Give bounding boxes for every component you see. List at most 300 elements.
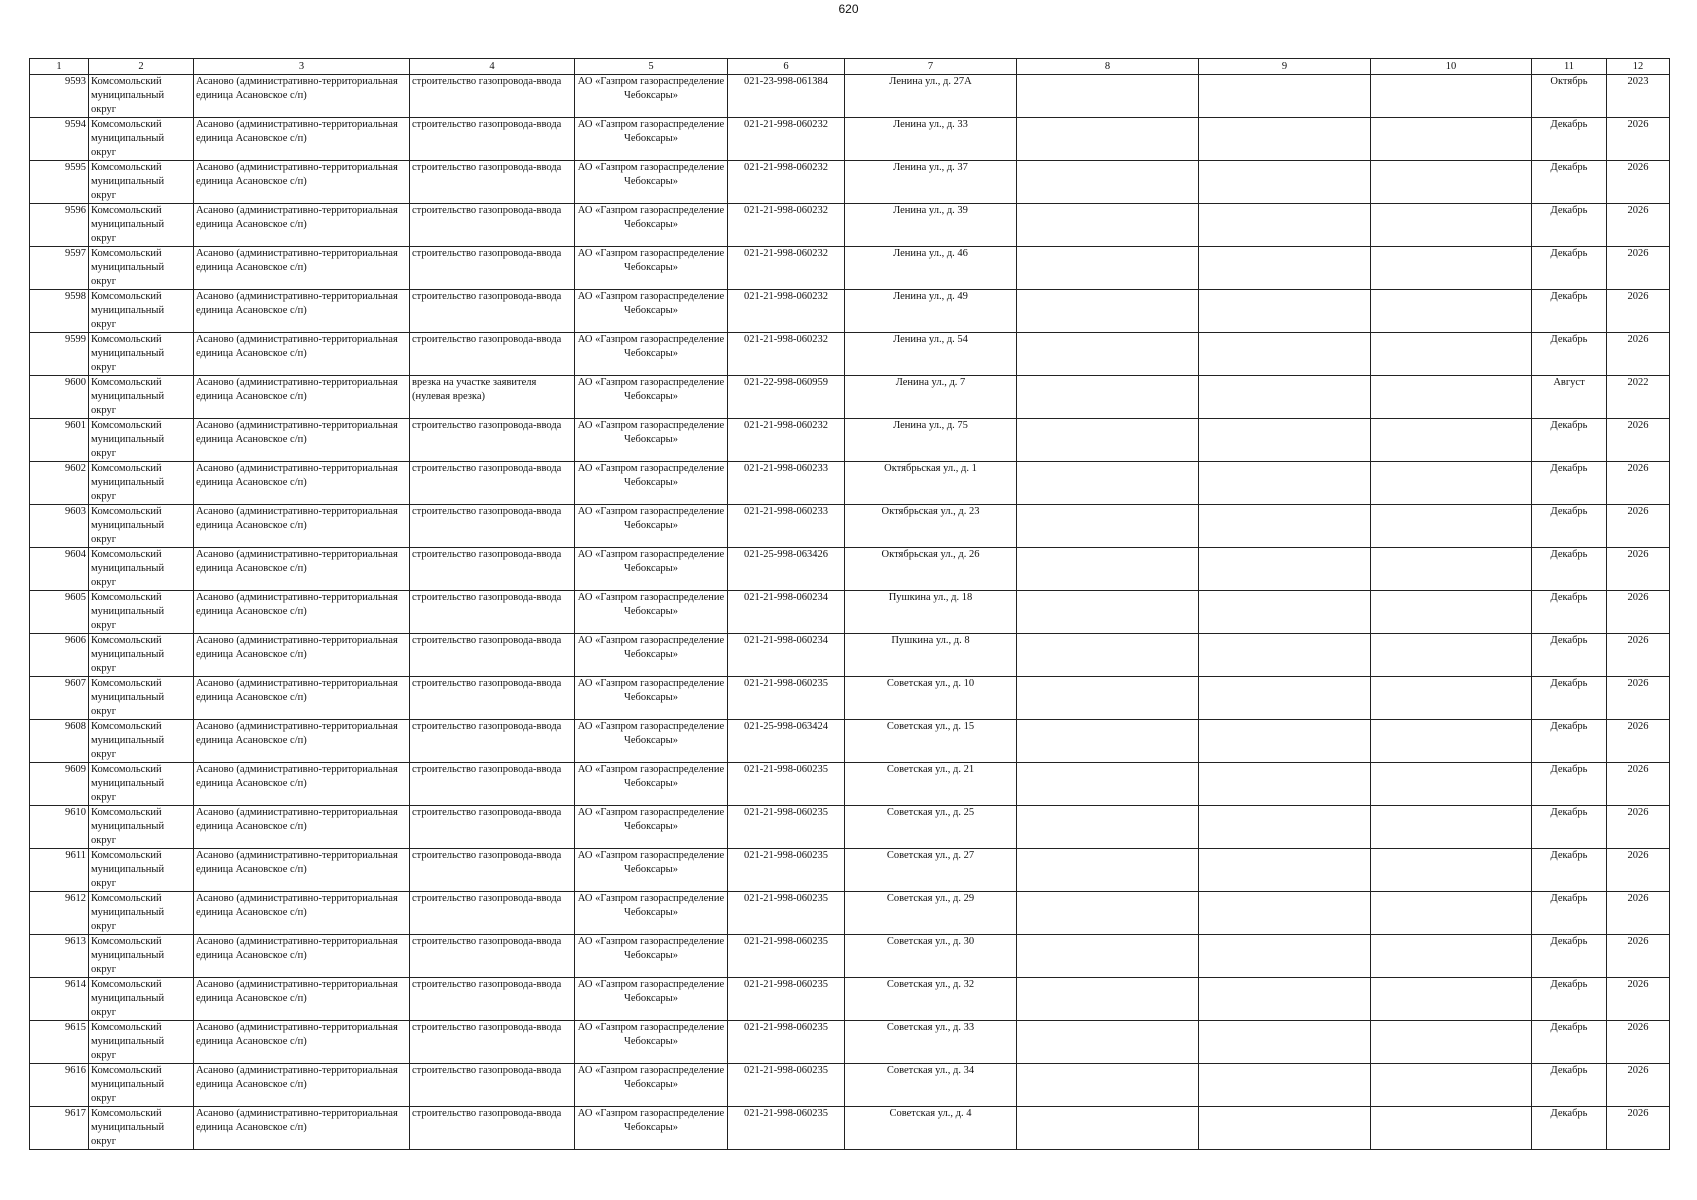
organization-cell: АО «Газпром газораспределение Чебоксары» xyxy=(575,333,728,376)
district-cell: Комсомольский муниципальный округ xyxy=(89,161,194,204)
column-10-cell xyxy=(1371,763,1532,806)
work-type-cell: строительство газопровода-ввода xyxy=(410,419,575,462)
column-10-cell xyxy=(1371,677,1532,720)
table-row xyxy=(30,548,1670,591)
column-9-cell xyxy=(1199,849,1371,892)
column-10-cell xyxy=(1371,806,1532,849)
code-cell: 021-25-998-063426 xyxy=(728,548,845,591)
row-number: 9597 xyxy=(30,247,89,290)
code-cell: 021-21-998-060232 xyxy=(728,247,845,290)
address-cell: Советская ул., д. 25 xyxy=(845,806,1017,849)
work-type-cell: строительство газопровода-ввода xyxy=(410,204,575,247)
table-row xyxy=(30,978,1670,1021)
code-cell: 021-21-998-060235 xyxy=(728,935,845,978)
organization-cell: АО «Газпром газораспределение Чебоксары» xyxy=(575,505,728,548)
row-number: 9599 xyxy=(30,333,89,376)
column-9-cell xyxy=(1199,247,1371,290)
column-8-cell xyxy=(1017,849,1199,892)
table-row xyxy=(30,376,1670,419)
work-type-cell: строительство газопровода-ввода xyxy=(410,1021,575,1064)
table-row xyxy=(30,763,1670,806)
settlement-cell: Асаново (административно-территориальная единица Асановское с/п) xyxy=(194,505,410,548)
organization-cell: АО «Газпром газораспределение Чебоксары» xyxy=(575,763,728,806)
year-cell: 2026 xyxy=(1607,462,1670,505)
district-cell: Комсомольский муниципальный округ xyxy=(89,634,194,677)
row-number: 9603 xyxy=(30,505,89,548)
month-cell: Декабрь xyxy=(1532,462,1607,505)
table-row xyxy=(30,720,1670,763)
work-type-cell: строительство газопровода-ввода xyxy=(410,591,575,634)
column-8-cell xyxy=(1017,505,1199,548)
organization-cell: АО «Газпром газораспределение Чебоксары» xyxy=(575,247,728,290)
address-cell: Советская ул., д. 27 xyxy=(845,849,1017,892)
address-cell: Ленина ул., д. 46 xyxy=(845,247,1017,290)
settlement-cell: Асаново (административно-территориальная единица Асановское с/п) xyxy=(194,806,410,849)
table-row xyxy=(30,1107,1670,1150)
month-cell: Декабрь xyxy=(1532,806,1607,849)
district-cell: Комсомольский муниципальный округ xyxy=(89,118,194,161)
row-number: 9606 xyxy=(30,634,89,677)
address-cell: Октябрьская ул., д. 1 xyxy=(845,462,1017,505)
settlement-cell: Асаново (административно-территориальная единица Асановское с/п) xyxy=(194,75,410,118)
code-cell: 021-21-998-060235 xyxy=(728,806,845,849)
settlement-cell: Асаново (административно-территориальная единица Асановское с/п) xyxy=(194,1021,410,1064)
work-type-cell: строительство газопровода-ввода xyxy=(410,806,575,849)
settlement-cell: Асаново (административно-территориальная единица Асановское с/п) xyxy=(194,677,410,720)
row-number: 9598 xyxy=(30,290,89,333)
address-cell: Ленина ул., д. 37 xyxy=(845,161,1017,204)
row-number: 9611 xyxy=(30,849,89,892)
work-type-cell: строительство газопровода-ввода xyxy=(410,677,575,720)
row-number: 9605 xyxy=(30,591,89,634)
address-cell: Советская ул., д. 32 xyxy=(845,978,1017,1021)
work-type-cell: строительство газопровода-ввода xyxy=(410,290,575,333)
work-type-cell: строительство газопровода-ввода xyxy=(410,1064,575,1107)
settlement-cell: Асаново (административно-территориальная единица Асановское с/п) xyxy=(194,634,410,677)
column-8-cell xyxy=(1017,376,1199,419)
district-cell: Комсомольский муниципальный округ xyxy=(89,333,194,376)
month-cell: Декабрь xyxy=(1532,333,1607,376)
table-row xyxy=(30,419,1670,462)
column-8-cell xyxy=(1017,1064,1199,1107)
organization-cell: АО «Газпром газораспределение Чебоксары» xyxy=(575,677,728,720)
column-10-cell xyxy=(1371,1064,1532,1107)
settlement-cell: Асаново (административно-территориальная единица Асановское с/п) xyxy=(194,204,410,247)
column-10-cell xyxy=(1371,548,1532,591)
district-cell: Комсомольский муниципальный округ xyxy=(89,806,194,849)
code-cell: 021-22-998-060959 xyxy=(728,376,845,419)
column-header: 10 xyxy=(1371,59,1532,75)
column-8-cell xyxy=(1017,462,1199,505)
district-cell: Комсомольский муниципальный округ xyxy=(89,419,194,462)
year-cell: 2026 xyxy=(1607,1021,1670,1064)
month-cell: Декабрь xyxy=(1532,677,1607,720)
settlement-cell: Асаново (административно-территориальная единица Асановское с/п) xyxy=(194,1107,410,1150)
settlement-cell: Асаново (административно-территориальная единица Асановское с/п) xyxy=(194,462,410,505)
work-type-cell: строительство газопровода-ввода xyxy=(410,333,575,376)
column-8-cell xyxy=(1017,118,1199,161)
settlement-cell: Асаново (административно-территориальная единица Асановское с/п) xyxy=(194,720,410,763)
column-8-cell xyxy=(1017,333,1199,376)
column-header: 6 xyxy=(728,59,845,75)
column-10-cell xyxy=(1371,849,1532,892)
column-8-cell xyxy=(1017,1107,1199,1150)
row-number: 9593 xyxy=(30,75,89,118)
row-number: 9612 xyxy=(30,892,89,935)
column-10-cell xyxy=(1371,161,1532,204)
table-row xyxy=(30,849,1670,892)
column-9-cell xyxy=(1199,462,1371,505)
column-10-cell xyxy=(1371,118,1532,161)
code-cell: 021-21-998-060235 xyxy=(728,1107,845,1150)
column-9-cell xyxy=(1199,806,1371,849)
column-10-cell xyxy=(1371,462,1532,505)
address-cell: Советская ул., д. 21 xyxy=(845,763,1017,806)
column-10-cell xyxy=(1371,1107,1532,1150)
district-cell: Комсомольский муниципальный округ xyxy=(89,204,194,247)
year-cell: 2026 xyxy=(1607,591,1670,634)
column-8-cell xyxy=(1017,978,1199,1021)
district-cell: Комсомольский муниципальный округ xyxy=(89,462,194,505)
column-10-cell xyxy=(1371,720,1532,763)
column-9-cell xyxy=(1199,161,1371,204)
organization-cell: АО «Газпром газораспределение Чебоксары» xyxy=(575,634,728,677)
year-cell: 2026 xyxy=(1607,548,1670,591)
row-number: 9615 xyxy=(30,1021,89,1064)
code-cell: 021-21-998-060232 xyxy=(728,333,845,376)
column-9-cell xyxy=(1199,376,1371,419)
organization-cell: АО «Газпром газораспределение Чебоксары» xyxy=(575,204,728,247)
table-row xyxy=(30,935,1670,978)
district-cell: Комсомольский муниципальный округ xyxy=(89,591,194,634)
column-8-cell xyxy=(1017,419,1199,462)
code-cell: 021-21-998-060235 xyxy=(728,677,845,720)
column-8-cell xyxy=(1017,161,1199,204)
month-cell: Декабрь xyxy=(1532,763,1607,806)
column-10-cell xyxy=(1371,290,1532,333)
column-8-cell xyxy=(1017,720,1199,763)
month-cell: Декабрь xyxy=(1532,849,1607,892)
year-cell: 2026 xyxy=(1607,720,1670,763)
district-cell: Комсомольский муниципальный округ xyxy=(89,75,194,118)
column-header: 8 xyxy=(1017,59,1199,75)
table-row xyxy=(30,290,1670,333)
work-type-cell: строительство газопровода-ввода xyxy=(410,548,575,591)
year-cell: 2026 xyxy=(1607,290,1670,333)
column-8-cell xyxy=(1017,290,1199,333)
district-cell: Комсомольский муниципальный округ xyxy=(89,978,194,1021)
column-9-cell xyxy=(1199,333,1371,376)
column-10-cell xyxy=(1371,591,1532,634)
column-10-cell xyxy=(1371,1021,1532,1064)
table-row xyxy=(30,806,1670,849)
column-header: 3 xyxy=(194,59,410,75)
table-row xyxy=(30,1064,1670,1107)
address-cell: Пушкина ул., д. 18 xyxy=(845,591,1017,634)
code-cell: 021-23-998-061384 xyxy=(728,75,845,118)
column-9-cell xyxy=(1199,75,1371,118)
address-cell: Советская ул., д. 30 xyxy=(845,935,1017,978)
table-row xyxy=(30,677,1670,720)
settlement-cell: Асаново (административно-территориальная единица Асановское с/п) xyxy=(194,763,410,806)
year-cell: 2026 xyxy=(1607,677,1670,720)
code-cell: 021-21-998-060232 xyxy=(728,290,845,333)
organization-cell: АО «Газпром газораспределение Чебоксары» xyxy=(575,548,728,591)
work-type-cell: строительство газопровода-ввода xyxy=(410,978,575,1021)
year-cell: 2026 xyxy=(1607,978,1670,1021)
code-cell: 021-21-998-060235 xyxy=(728,978,845,1021)
district-cell: Комсомольский муниципальный округ xyxy=(89,720,194,763)
row-number: 9610 xyxy=(30,806,89,849)
column-9-cell xyxy=(1199,204,1371,247)
column-8-cell xyxy=(1017,75,1199,118)
district-cell: Комсомольский муниципальный округ xyxy=(89,505,194,548)
address-cell: Советская ул., д. 15 xyxy=(845,720,1017,763)
column-10-cell xyxy=(1371,376,1532,419)
column-9-cell xyxy=(1199,591,1371,634)
column-header: 4 xyxy=(410,59,575,75)
year-cell: 2026 xyxy=(1607,505,1670,548)
column-8-cell xyxy=(1017,247,1199,290)
settlement-cell: Асаново (административно-территориальная единица Асановское с/п) xyxy=(194,849,410,892)
column-10-cell xyxy=(1371,204,1532,247)
column-header: 9 xyxy=(1199,59,1371,75)
column-10-cell xyxy=(1371,892,1532,935)
column-8-cell xyxy=(1017,935,1199,978)
organization-cell: АО «Газпром газораспределение Чебоксары» xyxy=(575,806,728,849)
district-cell: Комсомольский муниципальный округ xyxy=(89,1064,194,1107)
row-number: 9607 xyxy=(30,677,89,720)
address-cell: Советская ул., д. 29 xyxy=(845,892,1017,935)
year-cell: 2026 xyxy=(1607,419,1670,462)
work-type-cell: строительство газопровода-ввода xyxy=(410,505,575,548)
settlement-cell: Асаново (административно-территориальная единица Асановское с/п) xyxy=(194,247,410,290)
column-header: 11 xyxy=(1532,59,1607,75)
year-cell: 2026 xyxy=(1607,806,1670,849)
column-number-row xyxy=(30,59,1670,75)
organization-cell: АО «Газпром газораспределение Чебоксары» xyxy=(575,1064,728,1107)
organization-cell: АО «Газпром газораспределение Чебоксары» xyxy=(575,892,728,935)
table-row xyxy=(30,892,1670,935)
table-row xyxy=(30,462,1670,505)
year-cell: 2026 xyxy=(1607,204,1670,247)
work-type-cell: строительство газопровода-ввода xyxy=(410,247,575,290)
column-8-cell xyxy=(1017,204,1199,247)
page-number: 620 xyxy=(838,2,859,16)
address-cell: Советская ул., д. 10 xyxy=(845,677,1017,720)
row-number: 9595 xyxy=(30,161,89,204)
table-row xyxy=(30,634,1670,677)
row-number: 9602 xyxy=(30,462,89,505)
district-cell: Комсомольский муниципальный округ xyxy=(89,376,194,419)
month-cell: Декабрь xyxy=(1532,161,1607,204)
address-cell: Ленина ул., д. 49 xyxy=(845,290,1017,333)
row-number: 9617 xyxy=(30,1107,89,1150)
column-header: 7 xyxy=(845,59,1017,75)
settlement-cell: Асаново (административно-территориальная единица Асановское с/п) xyxy=(194,333,410,376)
address-cell: Ленина ул., д. 7 xyxy=(845,376,1017,419)
settlement-cell: Асаново (административно-территориальная единица Асановское с/п) xyxy=(194,161,410,204)
year-cell: 2026 xyxy=(1607,1107,1670,1150)
work-type-cell: строительство газопровода-ввода xyxy=(410,75,575,118)
column-8-cell xyxy=(1017,591,1199,634)
address-cell: Октябрьская ул., д. 26 xyxy=(845,548,1017,591)
column-9-cell xyxy=(1199,892,1371,935)
code-cell: 021-21-998-060233 xyxy=(728,505,845,548)
settlement-cell: Асаново (административно-территориальная единица Асановское с/п) xyxy=(194,290,410,333)
table-row xyxy=(30,1021,1670,1064)
work-type-cell: строительство газопровода-ввода xyxy=(410,935,575,978)
table-row xyxy=(30,204,1670,247)
month-cell: Декабрь xyxy=(1532,290,1607,333)
code-cell: 021-21-998-060235 xyxy=(728,892,845,935)
settlement-cell: Асаново (административно-территориальная единица Асановское с/п) xyxy=(194,591,410,634)
year-cell: 2026 xyxy=(1607,849,1670,892)
organization-cell: АО «Газпром газораспределение Чебоксары» xyxy=(575,935,728,978)
month-cell: Декабрь xyxy=(1532,892,1607,935)
column-header: 2 xyxy=(89,59,194,75)
row-number: 9594 xyxy=(30,118,89,161)
row-number: 9596 xyxy=(30,204,89,247)
organization-cell: АО «Газпром газораспределение Чебоксары» xyxy=(575,419,728,462)
year-cell: 2026 xyxy=(1607,161,1670,204)
month-cell: Декабрь xyxy=(1532,548,1607,591)
district-cell: Комсомольский муниципальный округ xyxy=(89,892,194,935)
column-9-cell xyxy=(1199,935,1371,978)
organization-cell: АО «Газпром газораспределение Чебоксары» xyxy=(575,290,728,333)
work-type-cell: строительство газопровода-ввода xyxy=(410,118,575,161)
district-cell: Комсомольский муниципальный округ xyxy=(89,548,194,591)
column-9-cell xyxy=(1199,1064,1371,1107)
work-type-cell: строительство газопровода-ввода xyxy=(410,161,575,204)
column-8-cell xyxy=(1017,1021,1199,1064)
row-number: 9613 xyxy=(30,935,89,978)
work-type-cell: строительство газопровода-ввода xyxy=(410,1107,575,1150)
column-10-cell xyxy=(1371,978,1532,1021)
district-cell: Комсомольский муниципальный округ xyxy=(89,1107,194,1150)
column-8-cell xyxy=(1017,677,1199,720)
settlement-cell: Асаново (административно-территориальная единица Асановское с/п) xyxy=(194,1064,410,1107)
organization-cell: АО «Газпром газораспределение Чебоксары» xyxy=(575,75,728,118)
address-cell: Ленина ул., д. 54 xyxy=(845,333,1017,376)
code-cell: 021-21-998-060234 xyxy=(728,634,845,677)
column-8-cell xyxy=(1017,548,1199,591)
organization-cell: АО «Газпром газораспределение Чебоксары» xyxy=(575,591,728,634)
month-cell: Декабрь xyxy=(1532,591,1607,634)
column-8-cell xyxy=(1017,806,1199,849)
table-row xyxy=(30,161,1670,204)
code-cell: 021-21-998-060232 xyxy=(728,161,845,204)
column-9-cell xyxy=(1199,720,1371,763)
code-cell: 021-25-998-063424 xyxy=(728,720,845,763)
column-8-cell xyxy=(1017,634,1199,677)
column-9-cell xyxy=(1199,1021,1371,1064)
row-number: 9608 xyxy=(30,720,89,763)
settlement-cell: Асаново (административно-территориальная единица Асановское с/п) xyxy=(194,419,410,462)
year-cell: 2026 xyxy=(1607,118,1670,161)
address-cell: Советская ул., д. 4 xyxy=(845,1107,1017,1150)
month-cell: Октябрь xyxy=(1532,75,1607,118)
month-cell: Декабрь xyxy=(1532,505,1607,548)
code-cell: 021-21-998-060232 xyxy=(728,118,845,161)
month-cell: Декабрь xyxy=(1532,247,1607,290)
code-cell: 021-21-998-060235 xyxy=(728,1064,845,1107)
table-row xyxy=(30,505,1670,548)
work-type-cell: врезка на участке заявителя (нулевая врезка) xyxy=(410,376,575,419)
organization-cell: АО «Газпром газораспределение Чебоксары» xyxy=(575,376,728,419)
code-cell: 021-21-998-060233 xyxy=(728,462,845,505)
row-number: 9601 xyxy=(30,419,89,462)
column-9-cell xyxy=(1199,763,1371,806)
column-9-cell xyxy=(1199,634,1371,677)
column-9-cell xyxy=(1199,677,1371,720)
row-number: 9614 xyxy=(30,978,89,1021)
column-9-cell xyxy=(1199,505,1371,548)
district-cell: Комсомольский муниципальный округ xyxy=(89,849,194,892)
address-cell: Ленина ул., д. 27А xyxy=(845,75,1017,118)
column-9-cell xyxy=(1199,978,1371,1021)
district-cell: Комсомольский муниципальный округ xyxy=(89,247,194,290)
column-9-cell xyxy=(1199,548,1371,591)
column-10-cell xyxy=(1371,935,1532,978)
month-cell: Декабрь xyxy=(1532,118,1607,161)
organization-cell: АО «Газпром газораспределение Чебоксары» xyxy=(575,462,728,505)
organization-cell: АО «Газпром газораспределение Чебоксары» xyxy=(575,849,728,892)
work-type-cell: строительство газопровода-ввода xyxy=(410,634,575,677)
column-9-cell xyxy=(1199,419,1371,462)
month-cell: Декабрь xyxy=(1532,1064,1607,1107)
year-cell: 2026 xyxy=(1607,247,1670,290)
year-cell: 2026 xyxy=(1607,935,1670,978)
column-10-cell xyxy=(1371,419,1532,462)
code-cell: 021-21-998-060235 xyxy=(728,1021,845,1064)
year-cell: 2026 xyxy=(1607,634,1670,677)
column-10-cell xyxy=(1371,247,1532,290)
row-number: 9604 xyxy=(30,548,89,591)
column-header: 5 xyxy=(575,59,728,75)
address-cell: Советская ул., д. 33 xyxy=(845,1021,1017,1064)
column-10-cell xyxy=(1371,75,1532,118)
organization-cell: АО «Газпром газораспределение Чебоксары» xyxy=(575,161,728,204)
column-10-cell xyxy=(1371,333,1532,376)
organization-cell: АО «Газпром газораспределение Чебоксары» xyxy=(575,978,728,1021)
settlement-cell: Асаново (административно-территориальная единица Асановское с/п) xyxy=(194,548,410,591)
month-cell: Декабрь xyxy=(1532,419,1607,462)
settlement-cell: Асаново (административно-территориальная единица Асановское с/п) xyxy=(194,892,410,935)
settlement-cell: Асаново (административно-территориальная единица Асановское с/п) xyxy=(194,935,410,978)
year-cell: 2023 xyxy=(1607,75,1670,118)
organization-cell: АО «Газпром газораспределение Чебоксары» xyxy=(575,1021,728,1064)
column-9-cell xyxy=(1199,290,1371,333)
table-body xyxy=(30,75,1670,1150)
code-cell: 021-21-998-060234 xyxy=(728,591,845,634)
month-cell: Декабрь xyxy=(1532,978,1607,1021)
code-cell: 021-21-998-060235 xyxy=(728,763,845,806)
row-number: 9600 xyxy=(30,376,89,419)
code-cell: 021-21-998-060235 xyxy=(728,849,845,892)
work-type-cell: строительство газопровода-ввода xyxy=(410,763,575,806)
work-type-cell: строительство газопровода-ввода xyxy=(410,720,575,763)
organization-cell: АО «Газпром газораспределение Чебоксары» xyxy=(575,720,728,763)
column-header: 1 xyxy=(30,59,89,75)
district-cell: Комсомольский муниципальный округ xyxy=(89,290,194,333)
code-cell: 021-21-998-060232 xyxy=(728,204,845,247)
work-type-cell: строительство газопровода-ввода xyxy=(410,849,575,892)
month-cell: Декабрь xyxy=(1532,204,1607,247)
month-cell: Декабрь xyxy=(1532,1107,1607,1150)
row-number: 9616 xyxy=(30,1064,89,1107)
table-row xyxy=(30,118,1670,161)
